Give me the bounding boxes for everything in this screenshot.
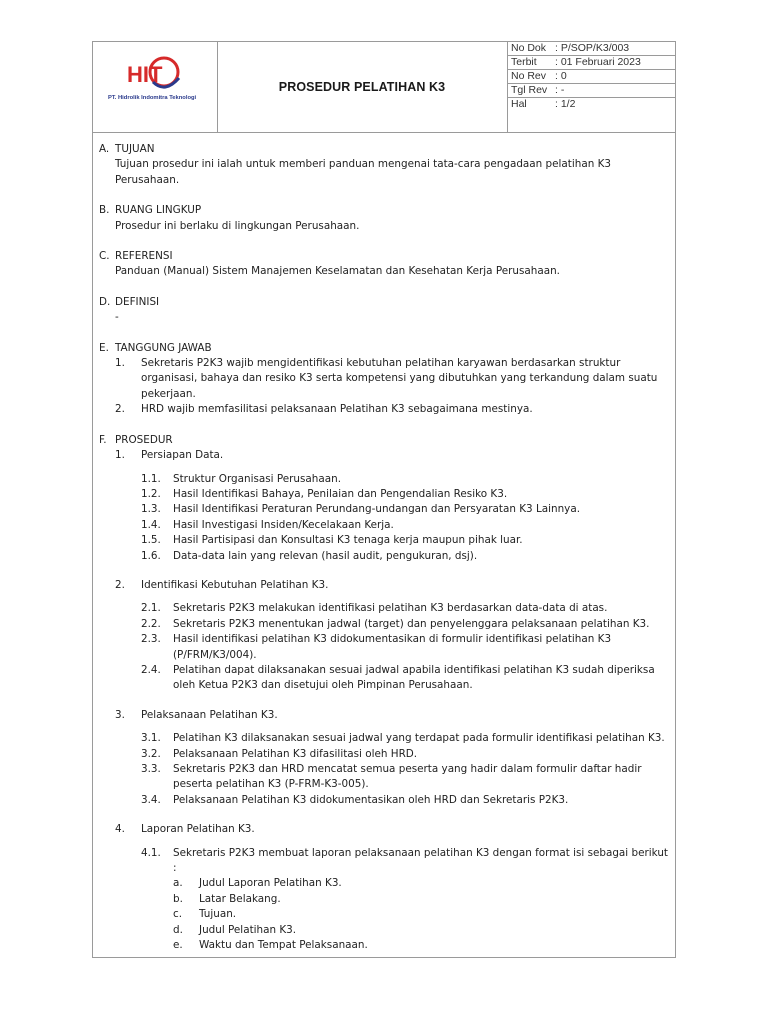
list-item: 2.4. Pelatihan dapat dilaksanakan sesuai jadwal apabila identifikasi pelatihan K3 sudah diperiksa oleh Ketua P2K3 dan disetujui oleh Pimpinan Perusahaan. [141,663,655,692]
section-body: Panduan (Manual) Sistem Manajemen Keselamatan dan Kesehatan Kerja Perusahaan. [115,265,560,278]
company-name: PT. Hidrolik Indomitra Teknologi [108,95,197,101]
section-letter: C. [99,250,110,263]
section-letter: B. [99,204,110,217]
document-body [99,142,669,968]
document-title: PROSEDUR PELATIHAN K3 [278,80,446,94]
list-item: 3.3. Sekretaris P2K3 dan HRD mencatat semua peserta yang hadir dalam formulir daftar hadir peserta pelatihan K3 (P-FRM-K3-005). [141,763,642,791]
step-heading: 2. Identifikasi Kebutuhan Pelatihan K3. [115,578,329,591]
document-meta [507,42,675,132]
list-item: 1.1. Struktur Organisasi Perusahaan. [141,472,341,485]
step-heading: 4. Laporan Pelatihan K3. [115,823,255,836]
list-item: 1.2. Hasil Identifikasi Bahaya, Penilaian dan Pengendalian Resiko K3. [141,487,508,500]
list-item: 3.4. Pelaksanaan Pelatihan K3 didokumentasikan oleh HRD dan Sekretaris P2K3. [141,793,569,806]
section-definisi [99,295,669,326]
section-title: PROSEDUR [115,433,173,446]
list-item: 2.2. Sekretaris P2K3 menentukan jadwal (target) dan penyelenggara pelaksanaan pelatihan K3. [141,617,650,630]
document-header [93,42,675,133]
section-title: DEFINISI [115,295,160,308]
list-item: 3.1. Pelatihan K3 dilaksanakan sesuai jadwal yang terdapat pada formulir identifikasi pelatihan K3. [141,732,665,745]
section-title: REFERENSI [115,250,173,263]
step-heading: 1. Persiapan Data. [115,449,224,462]
sub-list-item: b. Latar Belakang. [173,892,281,905]
meta-row-terbit: Terbit : 01 Februari 2023 [507,56,675,70]
section-prosedur [99,433,669,954]
meta-row-tgl-rev: Tgl Rev : - [507,84,675,98]
section-title: TUJUAN [115,143,155,155]
section-letter: F. [99,433,107,446]
document-page [92,41,676,958]
section-title: RUANG LINGKUP [115,204,202,217]
list-item: 2. HRD wajib memfasilitasi pelaksanaan Pelatihan K3 sebagaimana mestinya. [115,403,533,416]
title-box [217,42,508,132]
section-letter: D. [99,295,111,308]
list-item: 2.1. Sekretaris P2K3 melakukan identifikasi pelatihan K3 berdasarkan data-data di atas. [141,602,608,615]
company-logo [93,42,217,132]
section-referensi [99,249,669,280]
logo-letters: HIT [127,62,163,87]
list-item: 3.2. Pelaksanaan Pelatihan K3 difasilitasi oleh HRD. [141,747,418,760]
meta-row-hal: Hal : 1/2 [511,98,576,110]
step-heading: 3. Pelaksanaan Pelatihan K3. [115,708,278,721]
section-tujuan [99,142,669,188]
list-item: 1. Sekretaris P2K3 wajib mengidentifikasi kebutuhan pelatihan karyawan berdasarkan struktur organisasi, bahaya dan resiko K3 serta kompetensi yang dibutuhkan yang terkandung dalam suatu pekerjaan. [115,357,658,400]
list-item: 1.5. Hasil Partisipasi dan Konsultasi K3 tenaga kerja maupun pihak luar. [141,534,523,547]
section-title: TANGGUNG JAWAB [115,341,212,354]
list-item: 4.1. Sekretaris P2K3 membuat laporan pelaksanaan pelatihan K3 dengan format isi sebagai berikut : [141,846,668,875]
list-item: 1.4. Hasil Investigasi Insiden/Kecelakaan Kerja. [141,518,394,531]
section-tanggung-jawab [99,341,669,418]
section-letter: A. [99,143,110,155]
meta-row-no-dok: No Dok : P/SOP/K3/003 [507,42,675,56]
list-item: 1.3. Hasil Identifikasi Peraturan Perundang-undangan dan Persyaratan K3 Lainnya. [141,503,580,516]
section-body: - [115,311,119,324]
sub-list-item: c. Tujuan. [173,908,237,921]
list-item: 1.6. Data-data lain yang relevan (hasil audit, pengukuran, dsj). [141,549,478,562]
sub-list-item: d. Judul Pelatihan K3. [173,923,297,936]
company-logo-box [93,42,218,132]
section-body: Prosedur ini berlaku di lingkungan Perusahaan. [115,219,360,232]
section-letter: E. [99,341,109,354]
sub-list-item: a. Judul Laporan Pelatihan K3. [173,877,342,890]
section-body: Tujuan prosedur ini ialah untuk memberi panduan mengenai tata-cara pengadaan pelatihan K3 Perusahaan. [115,158,612,186]
list-item: 2.3. Hasil identifikasi pelatihan K3 didokumentasikan di formulir identifikasi pelatihan K3 (P/FRM/K3/004). [141,633,612,661]
sub-list-item: e. Waktu dan Tempat Pelaksanaan. [173,939,368,952]
section-ruang-lingkup [99,203,669,234]
meta-row-no-rev: No Rev : 0 [507,70,675,84]
